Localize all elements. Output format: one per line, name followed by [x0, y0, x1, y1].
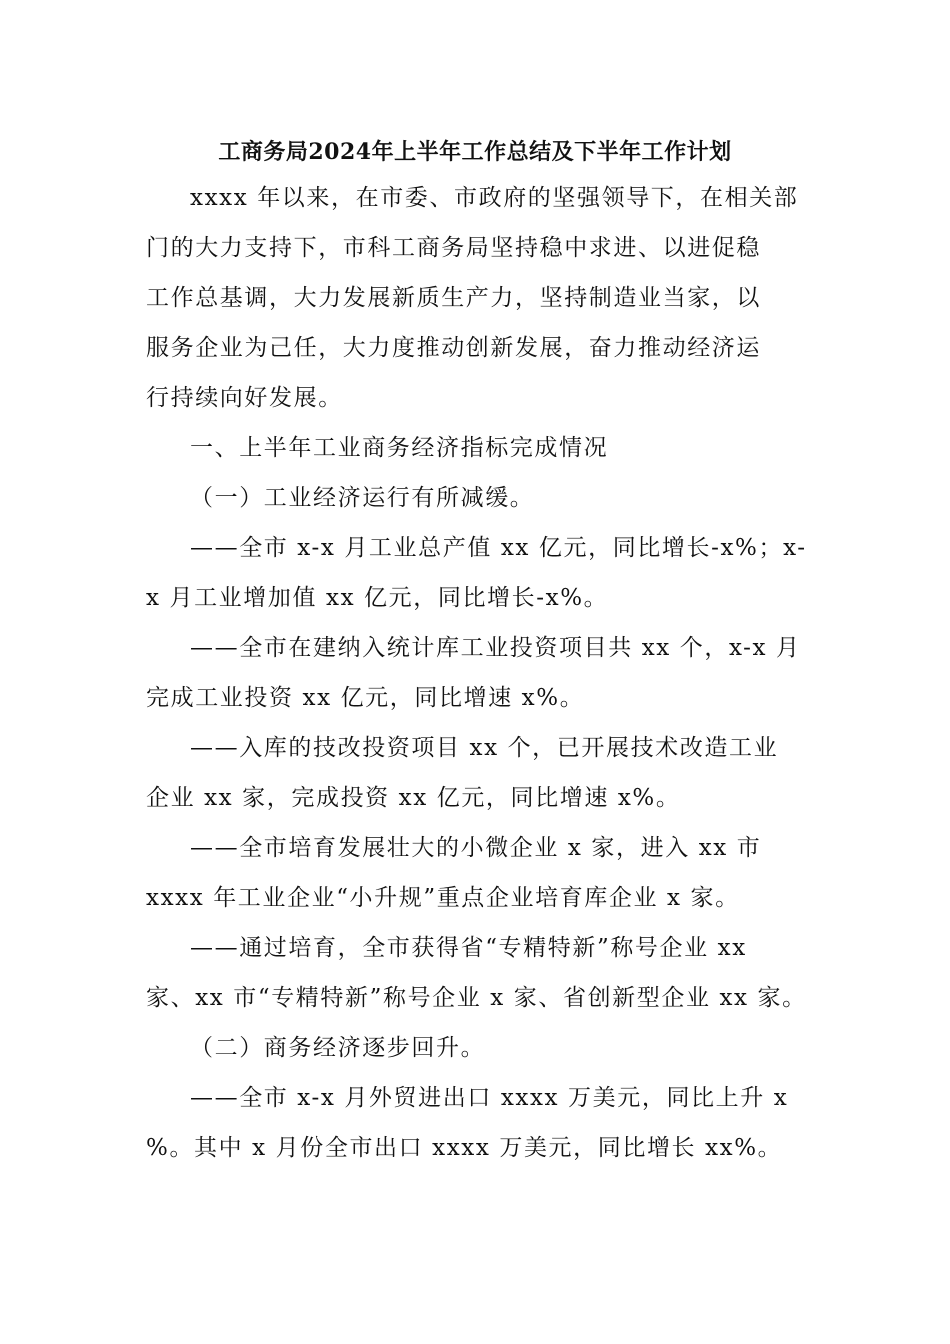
body-line: 家、xx 市“专精特新”称号企业 x 家、省创新型企业 xx 家。	[146, 985, 807, 1011]
body-line: ——全市在建纳入统计库工业投资项目共 xx 个，x-x 月	[190, 635, 801, 661]
body-line: 服务企业为己任，大力度推动创新发展，奋力推动经济运	[146, 335, 761, 361]
document-title: 工商务局2024年上半年工作总结及下半年工作计划	[218, 139, 732, 165]
body-line: ——通过培育，全市获得省“专精特新”称号企业 xx	[190, 935, 747, 961]
body-line: 完成工业投资 xx 亿元，同比增速 x%。	[146, 685, 585, 711]
body-line: 企业 xx 家，完成投资 xx 亿元，同比增速 x%。	[146, 785, 681, 811]
body-line: ——全市 x-x 月外贸进出口 xxxx 万美元，同比上升 x	[190, 1085, 789, 1111]
body-line: 门的大力支持下，市科工商务局坚持稳中求进、以进促稳	[146, 235, 761, 261]
body-line: ——全市培育发展壮大的小微企业 x 家，进入 xx 市	[190, 835, 762, 861]
body-line: 工作总基调，大力发展新质生产力，坚持制造业当家，以	[146, 285, 761, 311]
body-line: xxxx 年以来，在市委、市政府的坚强领导下，在相关部	[190, 185, 799, 211]
body-line: x 月工业增加值 xx 亿元，同比增长-x%。	[146, 585, 609, 611]
body-line: 行持续向好发展。	[146, 385, 343, 411]
body-line: %。其中 x 月份全市出口 xxxx 万美元，同比增长 xx%。	[146, 1135, 783, 1161]
subsection-heading: （一）工业经济运行有所减缓。	[190, 485, 535, 511]
body-line: ——入库的技改投资项目 xx 个，已开展技术改造工业	[190, 735, 779, 761]
subsection-heading: （二）商务经济逐步回升。	[190, 1035, 486, 1061]
section-heading: 一、上半年工业商务经济指标完成情况	[190, 435, 609, 461]
body-line: xxxx 年工业企业“小升规”重点企业培育库企业 x 家。	[146, 885, 740, 911]
body-line: ——全市 x-x 月工业总产值 xx 亿元，同比增长-x%；x-	[190, 535, 807, 561]
